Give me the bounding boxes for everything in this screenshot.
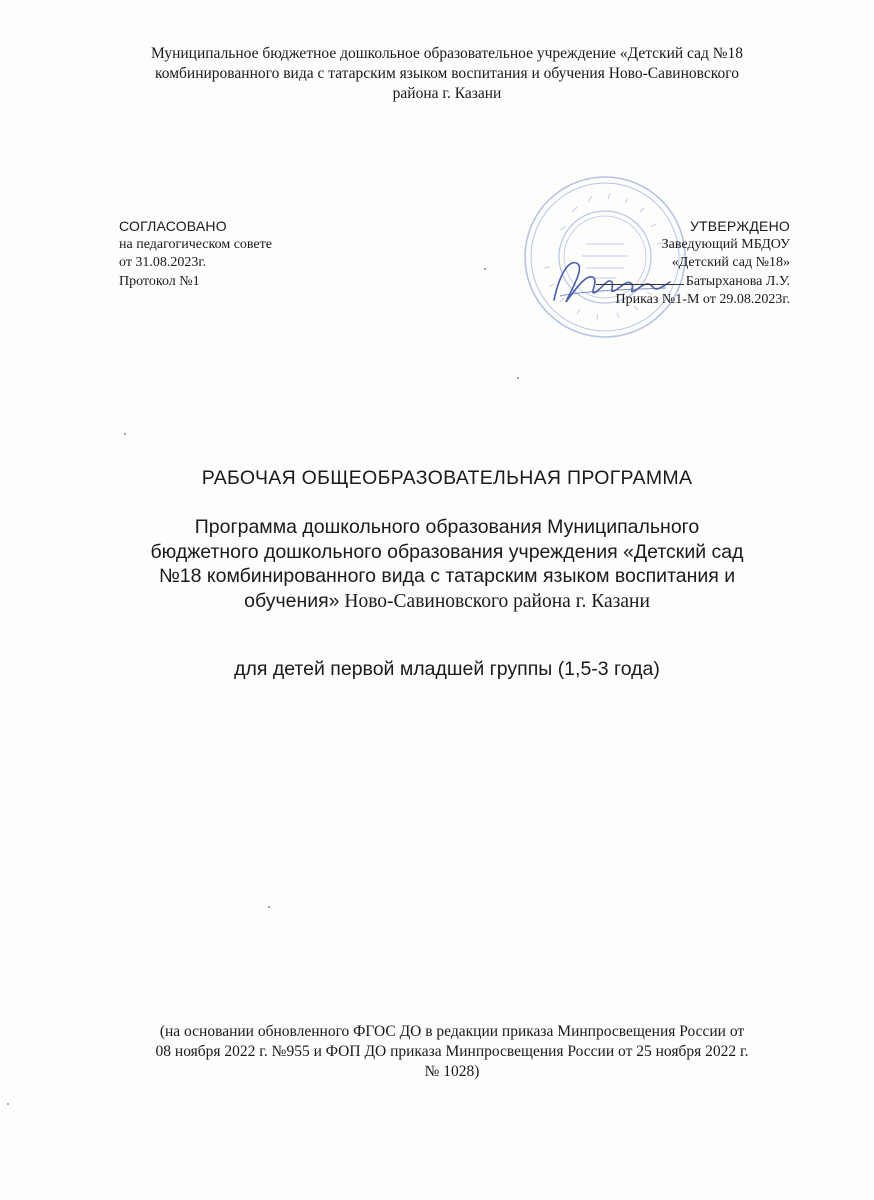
approved-signer-name: Батырханова Л.У. [685, 273, 790, 289]
program-line-4-a: обучения» [244, 589, 340, 612]
basis-line-3: № 1028) [424, 1063, 480, 1080]
institution-header [100, 44, 794, 104]
legal-basis [100, 1022, 804, 1082]
header-line-2: комбинированного вида с татарским языком воспитания и обучения Ново-Савиновского [155, 65, 739, 82]
program-name [110, 515, 784, 614]
agreed-label: СОГЛАСОВАНО [119, 218, 227, 234]
program-line-2: бюджетного дошкольного образования учреждения «Детский сад [150, 540, 744, 563]
header-line-1: Муниципальное бюджетное дошкольное образовательное учреждение «Детский сад №18 [150, 45, 744, 62]
signature-line [596, 284, 684, 285]
approved-order: Приказ №1-М от 29.08.2023г. [615, 292, 790, 307]
document-title: РАБОЧАЯ ОБЩЕОБРАЗОВАТЕЛЬНАЯ ПРОГРАММА [201, 467, 693, 489]
header-line-3: района г. Казани [392, 85, 502, 102]
approved-block [596, 217, 790, 310]
basis-line-1: (на основании обновленного ФГОС ДО в редакции приказа Минпросвещения России от [159, 1023, 745, 1040]
approved-position: Заведующий МБДОУ [661, 236, 790, 252]
target-audience: для детей первой младшей группы (1,5-3 года) [234, 658, 660, 680]
program-line-4 [110, 589, 784, 615]
scan-speck [268, 906, 270, 908]
program-line-4-b: Ново-Савиновского района г. Казани [339, 590, 650, 612]
basis-line-2: 08 ноября 2022 г. №955 и ФОП ДО приказа Минпросвещения России от 25 ноября 2022 г. [155, 1043, 749, 1060]
agreed-block [119, 217, 272, 291]
agreed-council: на педагогическом совете [119, 236, 272, 252]
approved-label: УТВЕРЖДЕНО [689, 218, 790, 234]
agreed-date: от 31.08.2023г. [119, 255, 207, 270]
agreed-protocol: Протокол №1 [119, 273, 200, 289]
scan-speck [7, 1103, 9, 1105]
program-line-1: Программа дошкольного образования Муниципального [194, 516, 700, 538]
approved-organization: «Детский сад №18» [671, 255, 790, 270]
scan-speck [484, 268, 486, 270]
program-line-3: №18 комбинированного вида с татарским языком воспитания и [158, 565, 736, 587]
scan-speck [124, 433, 126, 435]
scan-speck [517, 377, 519, 379]
approved-signer [596, 273, 790, 292]
